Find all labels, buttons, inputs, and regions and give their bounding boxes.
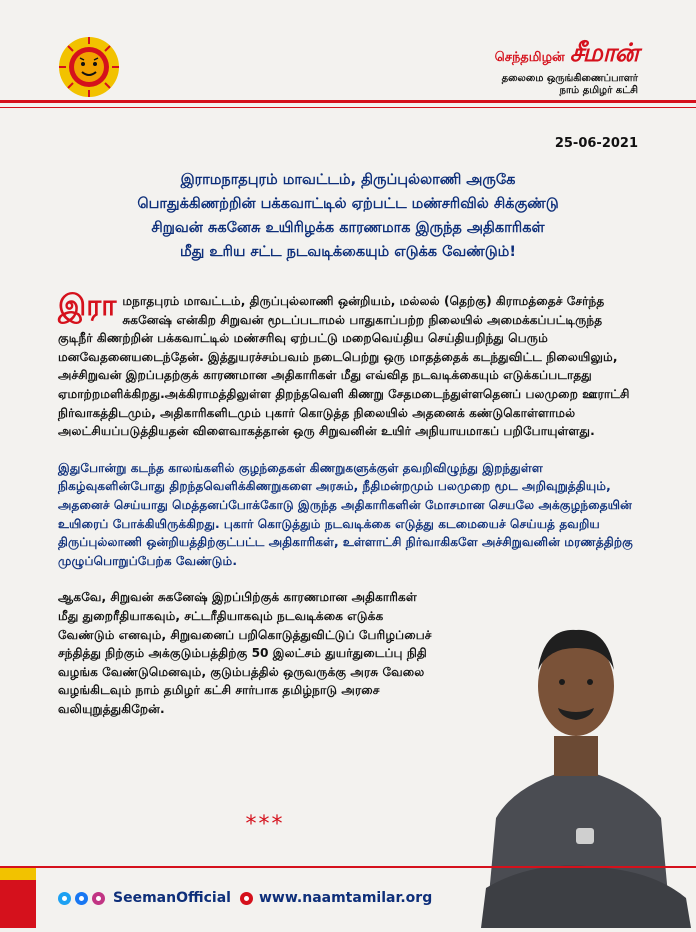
brand-name: சீமான் (569, 38, 638, 67)
drop-cap: இரா (58, 288, 117, 322)
header-divider-thin (0, 107, 696, 108)
instagram-icon[interactable] (92, 892, 105, 905)
globe-icon (240, 892, 253, 905)
header (0, 0, 696, 108)
tiger-emblem-icon (58, 36, 120, 98)
headline-line: இராமநாதபுரம் மாவட்டம், திருப்புல்லாணி அருகே (180, 172, 516, 188)
paragraph-2: இதுபோன்று கடந்த காலங்களில் குழந்தைகள் கிணறுகளுக்குள் தவறிவிழுந்து இறந்துள்ள நிகழ்வுகளின்போது திறந்தவெளிக்கிணறுகளை அரசும், நீதிமன்றமும் பலமுறை மூட அறிவுறுத்தியும், அதனைச் செய்யாது மெத்தனப்போக்கோடு இருந்த அதிகாரிகளின் மோசமான செயலே அக்குழந்தையின் உயிரைப் போக்கியிருக்கிறது. புகார் கொடுத்தும் நடவடிக்கை எடுத்து கடமையைச் செய்யத் தவறிய திருப்புல்லாணி ஒன்றியத்திற்குட்பட்ட அதிகாரிகள், உள்ளாட்சி நிர்வாகிகளே அச்சிறுவனின் மரணத்திற்கு முழுப்பொறுப்பேற்க வேண்டும். (58, 460, 633, 568)
header-divider-thick (0, 100, 696, 103)
section-end-stars: *** (245, 812, 285, 837)
footer-divider (0, 866, 696, 868)
paragraph-1-text: மநாதபுரம் மாவட்டம், திருப்புல்லாணி ஒன்றியம், மல்லல் (தெற்கு) கிராமத்தைச் சேர்ந்த சுகனேஷ் என்கிற சிறுவன் மூடப்படாமல் பாதுகாப்பற்ற நிலையில் அமைக்கப்பட்டிருந்த குடிநீர் கிணற்றின் பக்கவாட்டில் மண்சரிவு ஏற்பட்டு மறைவெய்திய செய்தியறிந்து பெரும் மனவேதனையடைந்தேன். இத்துயரச்சம்பவம் நடைபெற்று ஒரு மாதத்தைக் கடந்துவிட்ட நிலையிலும், அச்சிறுவன் இறப்பதற்குக் காரணமான அதிகாரிகள் மீது எவ்வித நடவடிக்கையும் எடுக்கப்படாதது ஏமாற்றமளிக்கிறது.அக்கிராமத்திலுள்ள திறந்தவெளி கிணறு சேதமடைந்துள்ளதெனப் பலமுறை ஊராட்சி நிர்வாகத்திடமும், அதிகாரிகளிடமும் புகார் கொடுத்த நிலையில் அதனைக் கண்டுகொள்ளாமல் அலட்சியப்படுத்தியதன் விளைவாகத்தான் ஒரு சிறுவனின் உயிர் அநியாயமாகப் பறிபோயுள்ளது. (58, 294, 630, 439)
release-date: 25-06-2021 (554, 136, 638, 151)
social-handle[interactable]: SeemanOfficial (113, 890, 231, 906)
twitter-icon[interactable] (58, 892, 71, 905)
facebook-icon[interactable] (75, 892, 88, 905)
brand-small-text: செந்தமிழன் (494, 50, 565, 65)
brand-role: தலைமை ஒருங்கிணைப்பாளர் (501, 73, 638, 84)
website-url[interactable]: www.naamtamilar.org (259, 890, 433, 906)
footer (0, 866, 696, 928)
headline-line: பொதுக்கிணற்றின் பக்கவாட்டில் ஏற்பட்ட மண்சரிவில் சிக்குண்டு (137, 196, 559, 212)
headline-line: மீது உரிய சட்ட நடவடிக்கையும் எடுக்க வேண்டும்! (180, 244, 516, 260)
headline (58, 168, 638, 264)
website-link[interactable] (240, 890, 432, 906)
paragraph-3: ஆகவே, சிறுவன் சுகனேஷ் இறப்பிற்குக் காரணமான அதிகாரிகள் மீது துறைரீதியாகவும், சட்டரீதியாகவும் நடவடிக்கை எடுக்க வேண்டும் எனவும், சிறுவனைப் பறிகொடுத்துவிட்டுப் பேரிழப்பைச் சந்தித்து நிற்கும் அக்குடும்பத்திற்கு 50 இலட்சம் துயர்துடைப்பு நிதி வழங்க வேண்டுமெனவும், குடும்பத்தில் ஒருவருக்கு அரசு வேலை வழங்கிடவும் நாம் தமிழர் கட்சி சார்பாக தமிழ்நாடு அரசை வலியுறுத்துகிறேன். (58, 590, 432, 716)
brand-block (495, 38, 638, 97)
paragraph-1 (58, 288, 638, 441)
brand-party: நாம் தமிழர் கட்சி (559, 85, 638, 96)
social-links (58, 890, 231, 906)
headline-line: சிறுவன் சுகனேசு உயிரிழக்க காரணமாக இருந்த அதிகாரிகள் (151, 220, 545, 236)
